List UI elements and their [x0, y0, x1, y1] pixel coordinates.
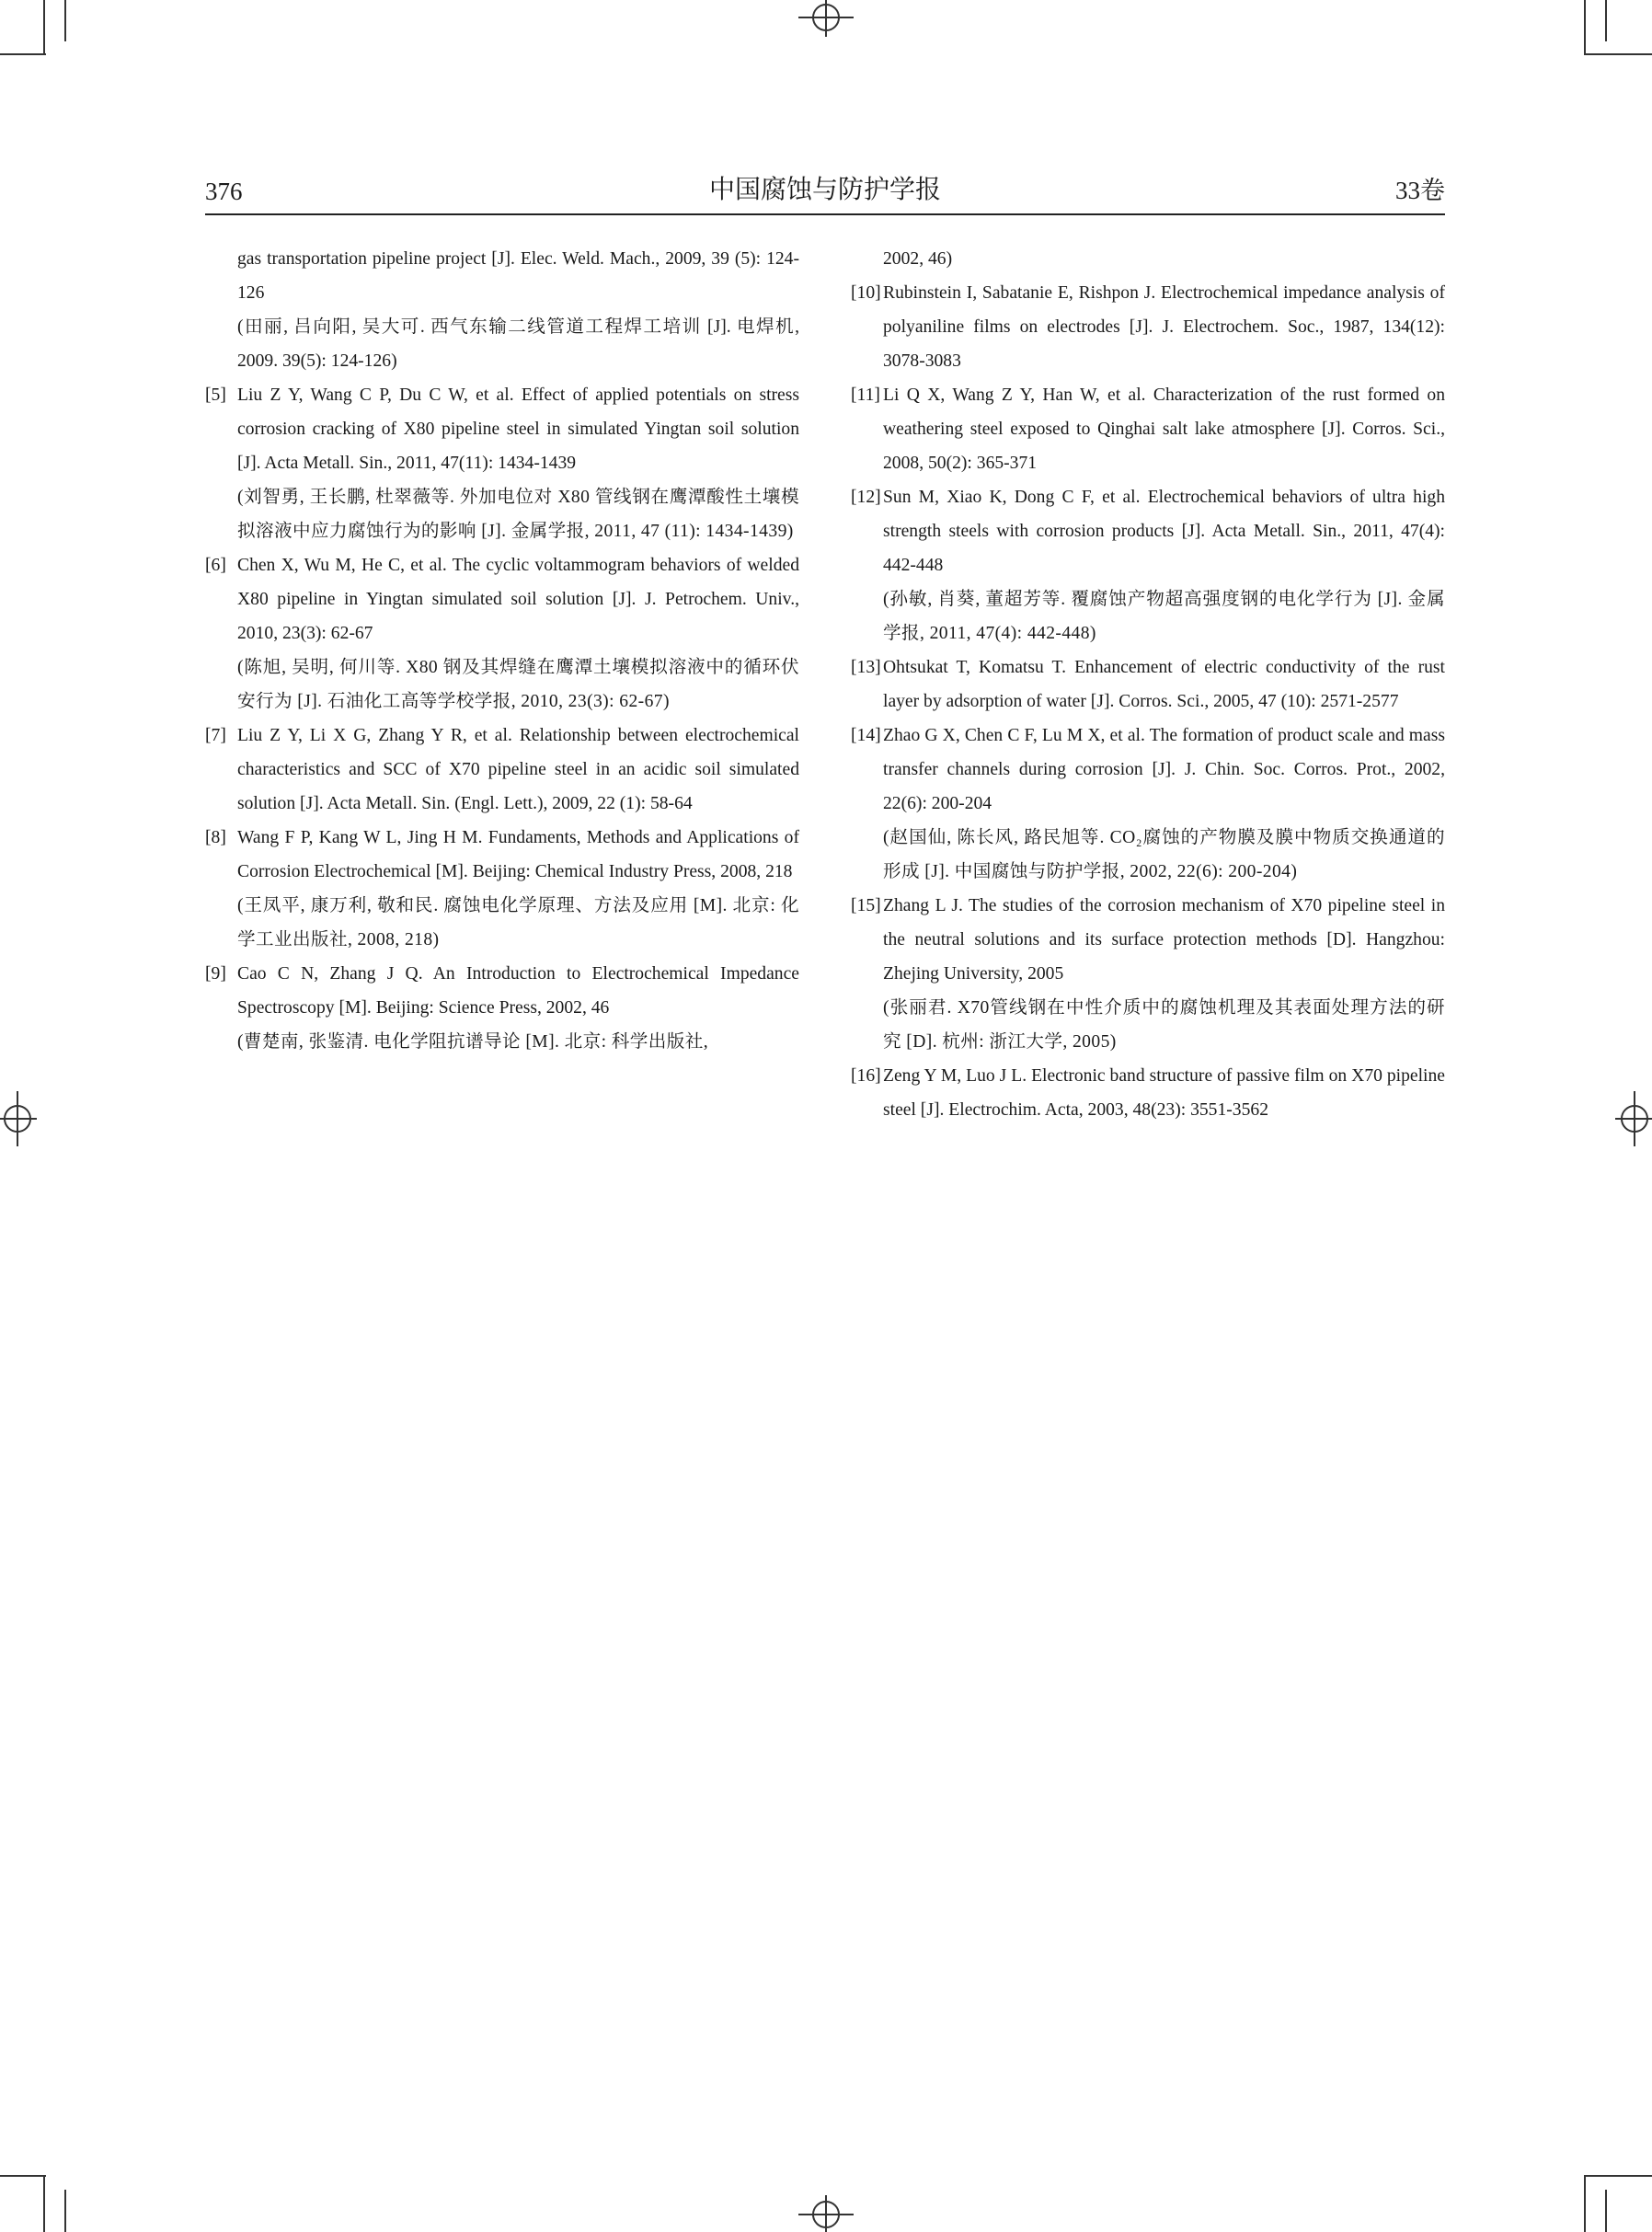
crop-mark: [1584, 2175, 1586, 2232]
reference-number: [6]: [205, 556, 226, 575]
registration-mark-icon: [798, 0, 854, 37]
reference-7: [205, 719, 799, 821]
reference-15: [851, 889, 1445, 1059]
reference-5: [205, 378, 799, 548]
reference-number: [7]: [205, 726, 226, 745]
reference-text-en: Sun M, Xiao K, Dong C F, et al. Electrochemical behaviors of ultra high strength steels with corrosion products [J]. Acta Metall. Sin., 2011, 47(4): 442-448: [883, 488, 1445, 575]
reference-text-en: Li Q X, Wang Z Y, Han W, et al. Characterization of the rust formed on weathering steel exposed to Qinghai salt lake atmosphere [J]. Corros. Sci., 2008, 50(2): 365-371: [883, 385, 1445, 473]
reference-8: [205, 821, 799, 957]
page-number: 376: [205, 178, 243, 205]
reference-number: [9]: [205, 964, 226, 984]
reference-9: [205, 957, 799, 1059]
reference-text-zh: (张丽君. X70管线钢在中性介质中的腐蚀机理及其表面处理方法的研究 [D]. 杭州: 浙江大学, 2005): [883, 998, 1445, 1052]
reference-text-en: Liu Z Y, Li X G, Zhang Y R, et al. Relationship between electrochemical characteristics and SCC of X70 pipeline steel in an acidic soil simulated solution [J]. Acta Metall. Sin. (Engl. Lett.), 2009, 22 (1): 58-64: [237, 726, 799, 813]
crop-mark: [1584, 53, 1652, 55]
reference-text-en: Liu Z Y, Wang C P, Du C W, et al. Effect of applied potentials on stress corrosion cracking of X80 pipeline steel in simulated Yingtan soil solution [J]. Acta Metall. Sin., 2011, 47(11): 1434-1439: [237, 385, 799, 473]
reference-continuation-zh: 2002, 46): [883, 249, 953, 269]
reference-12: [851, 480, 1445, 650]
reference-text-zh: (王凤平, 康万利, 敬和民. 腐蚀电化学原理、方法及应用 [M]. 北京: 化学工业出版社, 2008, 218): [237, 896, 799, 949]
reference-14: [851, 719, 1445, 889]
crop-mark: [1605, 2190, 1607, 2232]
reference-text-en: Rubinstein I, Sabatanie E, Rishpon J. Electrochemical impedance analysis of polyaniline films on electrodes [J]. J. Electrochem. Soc., 1987, 134(12): 3078-3083: [883, 283, 1445, 371]
registration-mark-icon: [0, 1091, 37, 1146]
crop-mark: [1605, 0, 1607, 41]
reference-6: [205, 548, 799, 719]
reference-16: [851, 1059, 1445, 1127]
reference-text-en: Ohtsukat T, Komatsu T. Enhancement of electric conductivity of the rust layer by adsorption of water [J]. Corros. Sci., 2005, 47 (10): 2571-2577: [883, 658, 1445, 711]
volume-label: 33卷: [1395, 177, 1445, 204]
crop-mark: [0, 2175, 46, 2177]
reference-number: [8]: [205, 828, 226, 847]
reference-number: [14]: [851, 726, 881, 745]
references-left-column: [205, 242, 799, 1059]
crop-mark: [64, 2190, 66, 2232]
running-header: [205, 171, 1445, 215]
reference-number: [13]: [851, 658, 881, 677]
reference-text-en: Zhang L J. The studies of the corrosion mechanism of X70 pipeline steel in the neutral solutions and its surface protection methods [D]. Hangzhou: Zhejing University, 2005: [883, 896, 1445, 984]
crop-mark: [0, 53, 46, 55]
reference-text-zh: (赵国仙, 陈长风, 路民旭等. CO₂腐蚀的产物膜及膜中物质交换通道的形成 [J]. 中国腐蚀与防护学报, 2002, 22(6): 200-204): [883, 828, 1445, 881]
reference-number: [10]: [851, 283, 881, 303]
reference-text-en: Zeng Y M, Luo J L. Electronic band structure of passive film on X70 pipeline steel [J]. Electrochim. Acta, 2003, 48(23): 3551-3562: [883, 1066, 1445, 1120]
reference-number: [11]: [851, 385, 880, 405]
reference-10: [851, 276, 1445, 378]
reference-number: [12]: [851, 488, 881, 507]
crop-mark: [64, 0, 66, 41]
registration-mark-icon: [1615, 1091, 1652, 1146]
reference-continuation-en: gas transportation pipeline project [J]. Elec. Weld. Mach., 2009, 39 (5): 124-126: [237, 249, 799, 303]
reference-text-zh: (孙敏, 肖葵, 董超芳等. 覆腐蚀产物超高强度钢的电化学行为 [J]. 金属学报, 2011, 47(4): 442-448): [883, 590, 1445, 643]
reference-number: [15]: [851, 896, 881, 915]
reference-text-en: Zhao G X, Chen C F, Lu M X, et al. The formation of product scale and mass transfer channels during corrosion [J]. J. Chin. Soc. Corros. Prot., 2002, 22(6): 200-204: [883, 726, 1445, 813]
reference-11: [851, 378, 1445, 480]
references-right-column: [851, 242, 1445, 1127]
crop-mark: [1584, 2175, 1652, 2177]
crop-mark: [1584, 0, 1586, 55]
reference-text-en: Chen X, Wu M, He C, et al. The cyclic voltammogram behaviors of welded X80 pipeline in Yingtan simulated soil solution [J]. J. Petrochem. Univ., 2010, 23(3): 62-67: [237, 556, 799, 643]
reference-text-zh: (刘智勇, 王长鹏, 杜翠薇等. 外加电位对 X80 管线钢在鹰潭酸性土壤模拟溶液中应力腐蚀行为的影响 [J]. 金属学报, 2011, 47 (11): 1434-1439): [237, 488, 799, 541]
reference-13: [851, 650, 1445, 719]
reference-text-en: Wang F P, Kang W L, Jing H M. Fundaments, Methods and Applications of Corrosion Electrochemical [M]. Beijing: Chemical Industry Press, 2008, 218: [237, 828, 799, 881]
reference-text-zh: (曹楚南, 张鉴清. 电化学阻抗谱导论 [M]. 北京: 科学出版社,: [237, 1032, 708, 1052]
reference-text-en: Cao C N, Zhang J Q. An Introduction to Electrochemical Impedance Spectroscopy [M]. Beijing: Science Press, 2002, 46: [237, 964, 799, 1018]
journal-title: 中国腐蚀与防护学报: [708, 176, 941, 204]
crop-mark: [43, 0, 45, 55]
reference-continuation-zh: (田丽, 吕向阳, 吴大可. 西气东输二线管道工程焊工培训 [J]. 电焊机, 2009. 39(5): 124-126): [237, 317, 799, 371]
reference-text-zh: (陈旭, 吴明, 何川等. X80 钢及其焊缝在鹰潭土壤模拟溶液中的循环伏安行为 [J]. 石油化工高等学校学报, 2010, 23(3): 62-67): [237, 658, 799, 711]
reference-number: [16]: [851, 1066, 881, 1086]
registration-mark-icon: [798, 2195, 854, 2232]
reference-number: [5]: [205, 385, 226, 405]
crop-mark: [43, 2175, 45, 2232]
